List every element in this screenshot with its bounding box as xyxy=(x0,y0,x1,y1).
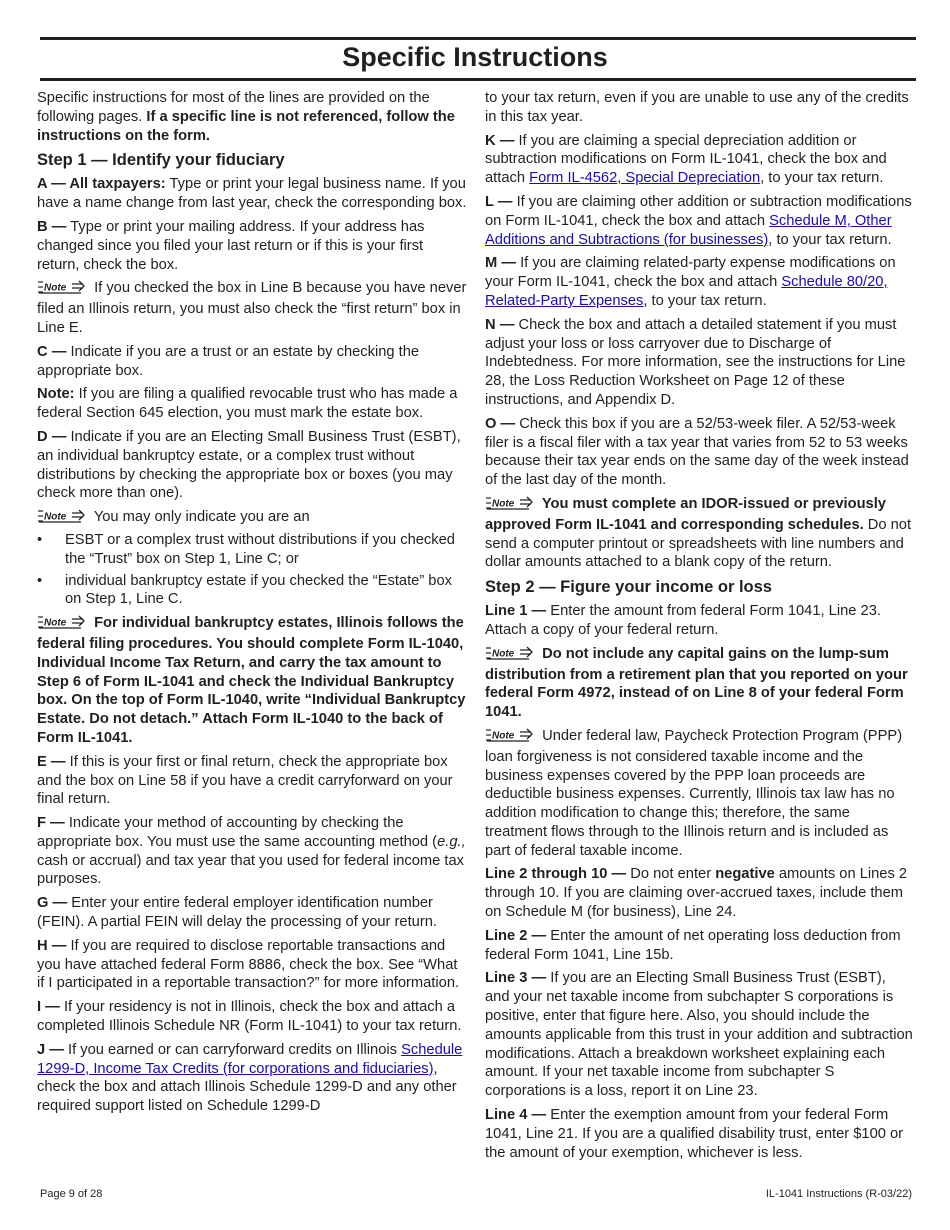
note-capital-gains: Note Do not include any capital gains on the lump-sum distribution from a retirement plan that you reported on your federal Form 4972, instead of on Line 8 of your federal Form 1041. xyxy=(485,645,908,721)
list-item: • ESBT or a complex trust without distributions if you checked the “Trust” box on Step 1, Line C; or xyxy=(37,531,455,567)
note-revocable-trust: Note: If you are filing a qualified revocable trust who has made a federal Section 645 election, you must mark the estate box. xyxy=(37,386,458,422)
line-b: B — Type or print your mailing address. If your address has changed since you filed your last return or if this is your first return, check the box. xyxy=(37,218,425,273)
step2-heading: Step 2 — Figure your income or loss xyxy=(485,578,772,597)
line-d: D — Indicate if you are an Electing Small Business Trust (ESBT), an individual bankruptcy estate, or a complex trust without distributions by checking the appropriate box or boxes (you may check more than one). xyxy=(37,428,461,502)
note-icon xyxy=(37,280,87,300)
svg-text:Note: Note xyxy=(492,498,515,510)
line-a: A — All taxpayers: Type or print your legal business name. If you have a name change from last year, check the corresponding box. xyxy=(37,176,467,212)
line-i: I — If your residency is not in Illinois, check the box and attach a completed Illinois Schedule NR (Form IL-1041) to your tax return. xyxy=(37,999,462,1035)
left-column xyxy=(37,89,467,1121)
line-j: J — If you earned or can carryforward credits on Illinois Schedule 1299-D, Income Tax Credits (for corporations and fiduciaries), check the box and attach Illinois Schedule 1299-D and any other required support listed on Schedule 1299-D xyxy=(37,1041,463,1115)
note-icon xyxy=(485,496,535,516)
line-g: G — Enter your entire federal employer identification number (FEIN). A partial FEIN will delay the processing of your return. xyxy=(37,895,437,931)
schedule-1299d-link[interactable]: Schedule 1299-D, Income Tax Credits (for corporations and fiduciaries) xyxy=(37,1041,463,1077)
svg-text:Note: Note xyxy=(44,282,67,294)
note-icon xyxy=(485,728,535,748)
line-2-through-10: Line 2 through 10 — Do not enter negative amounts on Lines 2 through 10. If you are claiming over-accrued taxes, include them on Schedule M (for business), Line 24. xyxy=(485,866,908,921)
note-ppp: Note Under federal law, Paycheck Protection Program (PPP) loan forgiveness is not considered taxable income and the business expenses covered by the PPP loan proceeds are deductible business expenses. Currently, Illinois tax law has no addition modification to change this; therefore, the same treatment flows through to the Illinois return and is included as part of federal taxable income. xyxy=(485,727,903,859)
bullet-icon: • xyxy=(37,572,43,589)
line-3: Line 3 — If you are an Electing Small Business Trust (ESBT), and your net taxable income from subchapter S corporations is positive, enter that figure here. Also, you should include the amounts applicable from this trust in your addition and subtraction modifications. Attach a breakdown worksheet explaining each amount. If your net taxable income from subchapter S corporations is a loss, report it on Line 23. xyxy=(485,970,913,1100)
svg-text:Note: Note xyxy=(492,730,515,742)
line-d-bullet-list xyxy=(37,531,467,609)
svg-text:Note: Note xyxy=(492,648,515,660)
intro-paragraph: Specific instructions for most of the lines are provided on the following pages. If a specific line is not referenced, follow the instructions on the form. xyxy=(37,90,455,144)
line-1: Line 1 — Enter the amount from federal Form 1041, Line 23. Attach a copy of your federal return. xyxy=(485,603,881,638)
line-m: M — If you are claiming related-party expense modifications on your Form IL-1041, check the box and attach Schedule 80/20, Related-Party Expenses, to your tax return. xyxy=(485,255,896,309)
line-c: C — Indicate if you are a trust or an estate by checking the appropriate box. xyxy=(37,343,420,379)
note-icon xyxy=(37,615,87,635)
note-line-d: Note You may only indicate you are an xyxy=(37,508,467,529)
page-number: Page 9 of 28 xyxy=(40,1188,103,1200)
note-line-b: Note If you checked the box in Line B because you have never filed an Illinois return, you must also check the “first return” box in Line E. xyxy=(37,280,467,336)
line-f: F — Indicate your method of accounting by checking the appropriate box. You must use the same accounting method (e.g., cash or accrual) and tax year that you used for federal income tax purposes. xyxy=(37,815,466,888)
schedule-80-20-link[interactable]: Schedule 80/20, Related-Party Expenses xyxy=(485,274,888,309)
schedule-m-link[interactable]: Schedule M, Other Additions and Subtractions (for businesses) xyxy=(485,212,892,248)
line-e: E — If this is your first or final return, check the appropriate box and the box on Line 58 if you have a credit carryforward on your final return. xyxy=(37,753,453,808)
page-title: Specific Instructions xyxy=(342,42,608,72)
form-revision: IL-1041 Instructions (R-03/22) xyxy=(765,1188,912,1200)
line-4: Line 4 — Enter the exemption amount from your federal Form 1041, Line 21. If you are a qualified disability trust, enter $100 or the amount of your exemption, whichever is less. xyxy=(485,1107,904,1161)
svg-text:Note: Note xyxy=(44,511,67,523)
svg-text:Note: Note xyxy=(44,617,67,629)
line-l: L — If you are claiming other addition or subtraction modifications on Form IL-1041, check the box and attach Schedule M, Other Additions and Subtractions (for businesses), to your tax return. xyxy=(485,193,912,248)
note-bankruptcy: Note For individual bankruptcy estates, Illinois follows the federal filing procedures. You should complete Form IL-1040, Individual Income Tax Return, and carry the tax amount to Step 6 of Form IL-1041 and check the Individual Bankruptcy box. On the top of Form IL-1040, write “Individual Bankruptcy Estate. Do not detach.” Attach Form IL-1040 to the back of Form IL-1041. xyxy=(37,615,466,746)
bullet-icon: • xyxy=(37,531,43,548)
line-o: O — Check this box if you are a 52/53-week filer. A 52/53-week filer is a fiscal filer with a tax year that varies from 52 to 53 weeks because their tax year ends on the same day of the week instead of the last day of the month. xyxy=(485,415,909,489)
line-2: Line 2 — Enter the amount of net operating loss deduction from federal Form 1041, Line 15b. xyxy=(485,927,901,963)
line-n: N — Check the box and attach a detailed statement if you must adjust your loss or loss carryover due to Discharge of Indebtedness. For more information, see the instructions for Line 28, the Loss Reduction Worksheet on Page 12 of these instructions, and Appendix D. xyxy=(485,316,906,408)
title-bottom-rule xyxy=(40,78,916,81)
form-il4562-link[interactable]: Form IL-4562, Special Depreciation xyxy=(529,170,761,187)
step1-heading: Step 1 — Identify your fiduciary xyxy=(37,151,285,170)
right-column xyxy=(485,89,913,1167)
line-h: H — If you are required to disclose reportable transactions and you have attached federal Form 8886, check the box. See “What if I participated in a reportable transaction?” for more information. xyxy=(37,937,460,992)
note-icon xyxy=(485,646,535,666)
list-item: • individual bankruptcy estate if you checked the “Estate” box on Step 1, Line C. xyxy=(37,572,452,608)
line-k: K — If you are claiming a special depreciation addition or subtraction modifications on Form IL-1041, check the box and attach Form IL-4562, Special Depreciation, to your tax return. xyxy=(485,132,887,187)
note-icon xyxy=(37,509,87,529)
line-j-continued: to your tax return, even if you are unable to use any of the credits in this tax year. xyxy=(485,90,909,125)
note-idor-form: Note You must complete an IDOR-issued or previously approved Form IL-1041 and corresponding schedules. Do not send a computer printout or spreadsheets with line numbers and dollar amounts attached to a blank copy of the return. xyxy=(485,495,912,571)
